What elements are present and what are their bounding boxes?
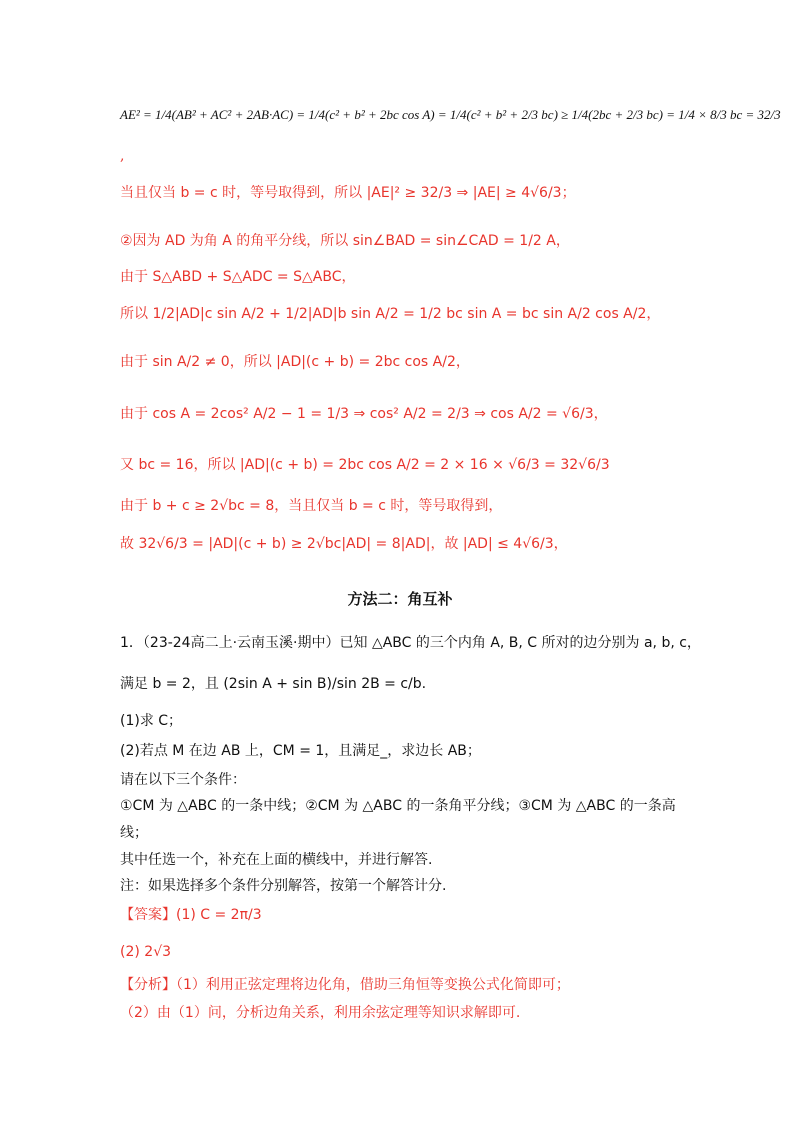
analysis-line-1: 【分析】（1）利用正弦定理将边化角，借助三角恒等变换公式化简即可；	[120, 977, 570, 993]
problem-line-7: 线；	[120, 825, 148, 841]
line-area-expansion: 所以 1/2|AD|c sin A/2 + 1/2|AD|b sin A/2 = 1/2 bc sin A = bc sin A/2 cos A/2，	[120, 306, 661, 322]
answer-line-1: 【答案】(1) C = 2π/3	[120, 907, 262, 923]
section-title: 方法二：角互补	[347, 590, 453, 608]
problem-line-9: 注：如果选择多个条件分别解答，按第一个解答计分.	[120, 878, 447, 894]
line-cos-half: 由于 cos A = 2cos² A/2 − 1 = 1/3 ⇒ cos² A/2 = 2/3 ⇒ cos A/2 = √6/3，	[120, 406, 608, 422]
line-angle-bisector: ②因为 AD 为角 A 的角平分线，所以 sin∠BAD = sin∠CAD = 1/2 A，	[120, 233, 570, 249]
problem-line-8: 其中任选一个，补充在上面的横线中，并进行解答.	[120, 852, 433, 868]
line-ae-formula: AE² = 1/4(AB² + AC² + 2AB·AC) = 1/4(c² + b² + 2bc cos A) = 1/4(c² + b² + 2/3 bc) ≥ 1/4(2bc + 2/3 bc) = 1/4 × 8/3 bc = 32/3	[120, 107, 781, 122]
line-bc-16: 又 bc = 16，所以 |AD|(c + b) = 2bc cos A/2 = 2 × 16 × √6/3 = 32√6/3	[120, 457, 610, 473]
problem-line-3: (1)求 C；	[120, 713, 183, 729]
line-equality-ae: 当且仅当 b = c 时，等号取得到，所以 |AE|² ≥ 32/3 ⇒ |AE| ≥ 4√6/3；	[120, 185, 576, 201]
line-area-sum: 由于 S△ABD + S△ADC = S△ABC，	[120, 269, 356, 285]
problem-line-2: 满足 b = 2，且 (2sin A + sin B)/sin 2B = c/b.	[120, 676, 427, 692]
line-conclusion: 故 32√6/3 = |AD|(c + b) ≥ 2√bc|AD| = 8|AD|，故 |AD| ≤ 4√6/3，	[120, 536, 568, 552]
problem-line-1: 1．（23-24高二上·云南玉溪·期中）已知 △ABC 的三个内角 A, B, C 所对的边分别为 a, b, c，	[120, 635, 701, 651]
problem-line-5: 请在以下三个条件：	[120, 772, 246, 788]
problem-line-4: (2)若点 M 在边 AB 上，CM = 1，且满足_，求边长 AB；	[120, 743, 481, 759]
answer-line-2: (2) 2√3	[120, 944, 172, 960]
line-am-gm: 由于 b + c ≥ 2√bc = 8，当且仅当 b = c 时，等号取得到，	[120, 498, 503, 514]
line-sin-nonzero: 由于 sin A/2 ≠ 0，所以 |AD|(c + b) = 2bc cos A/2，	[120, 354, 470, 370]
problem-line-6: ①CM 为 △ABC 的一条中线；②CM 为 △ABC 的一条角平分线；③CM 为 △ABC 的一条高	[120, 798, 676, 814]
analysis-line-2: （2）由（1）问，分析边角关系，利用余弦定理等知识求解即可.	[120, 1005, 521, 1021]
line-comma: ,	[120, 148, 125, 164]
